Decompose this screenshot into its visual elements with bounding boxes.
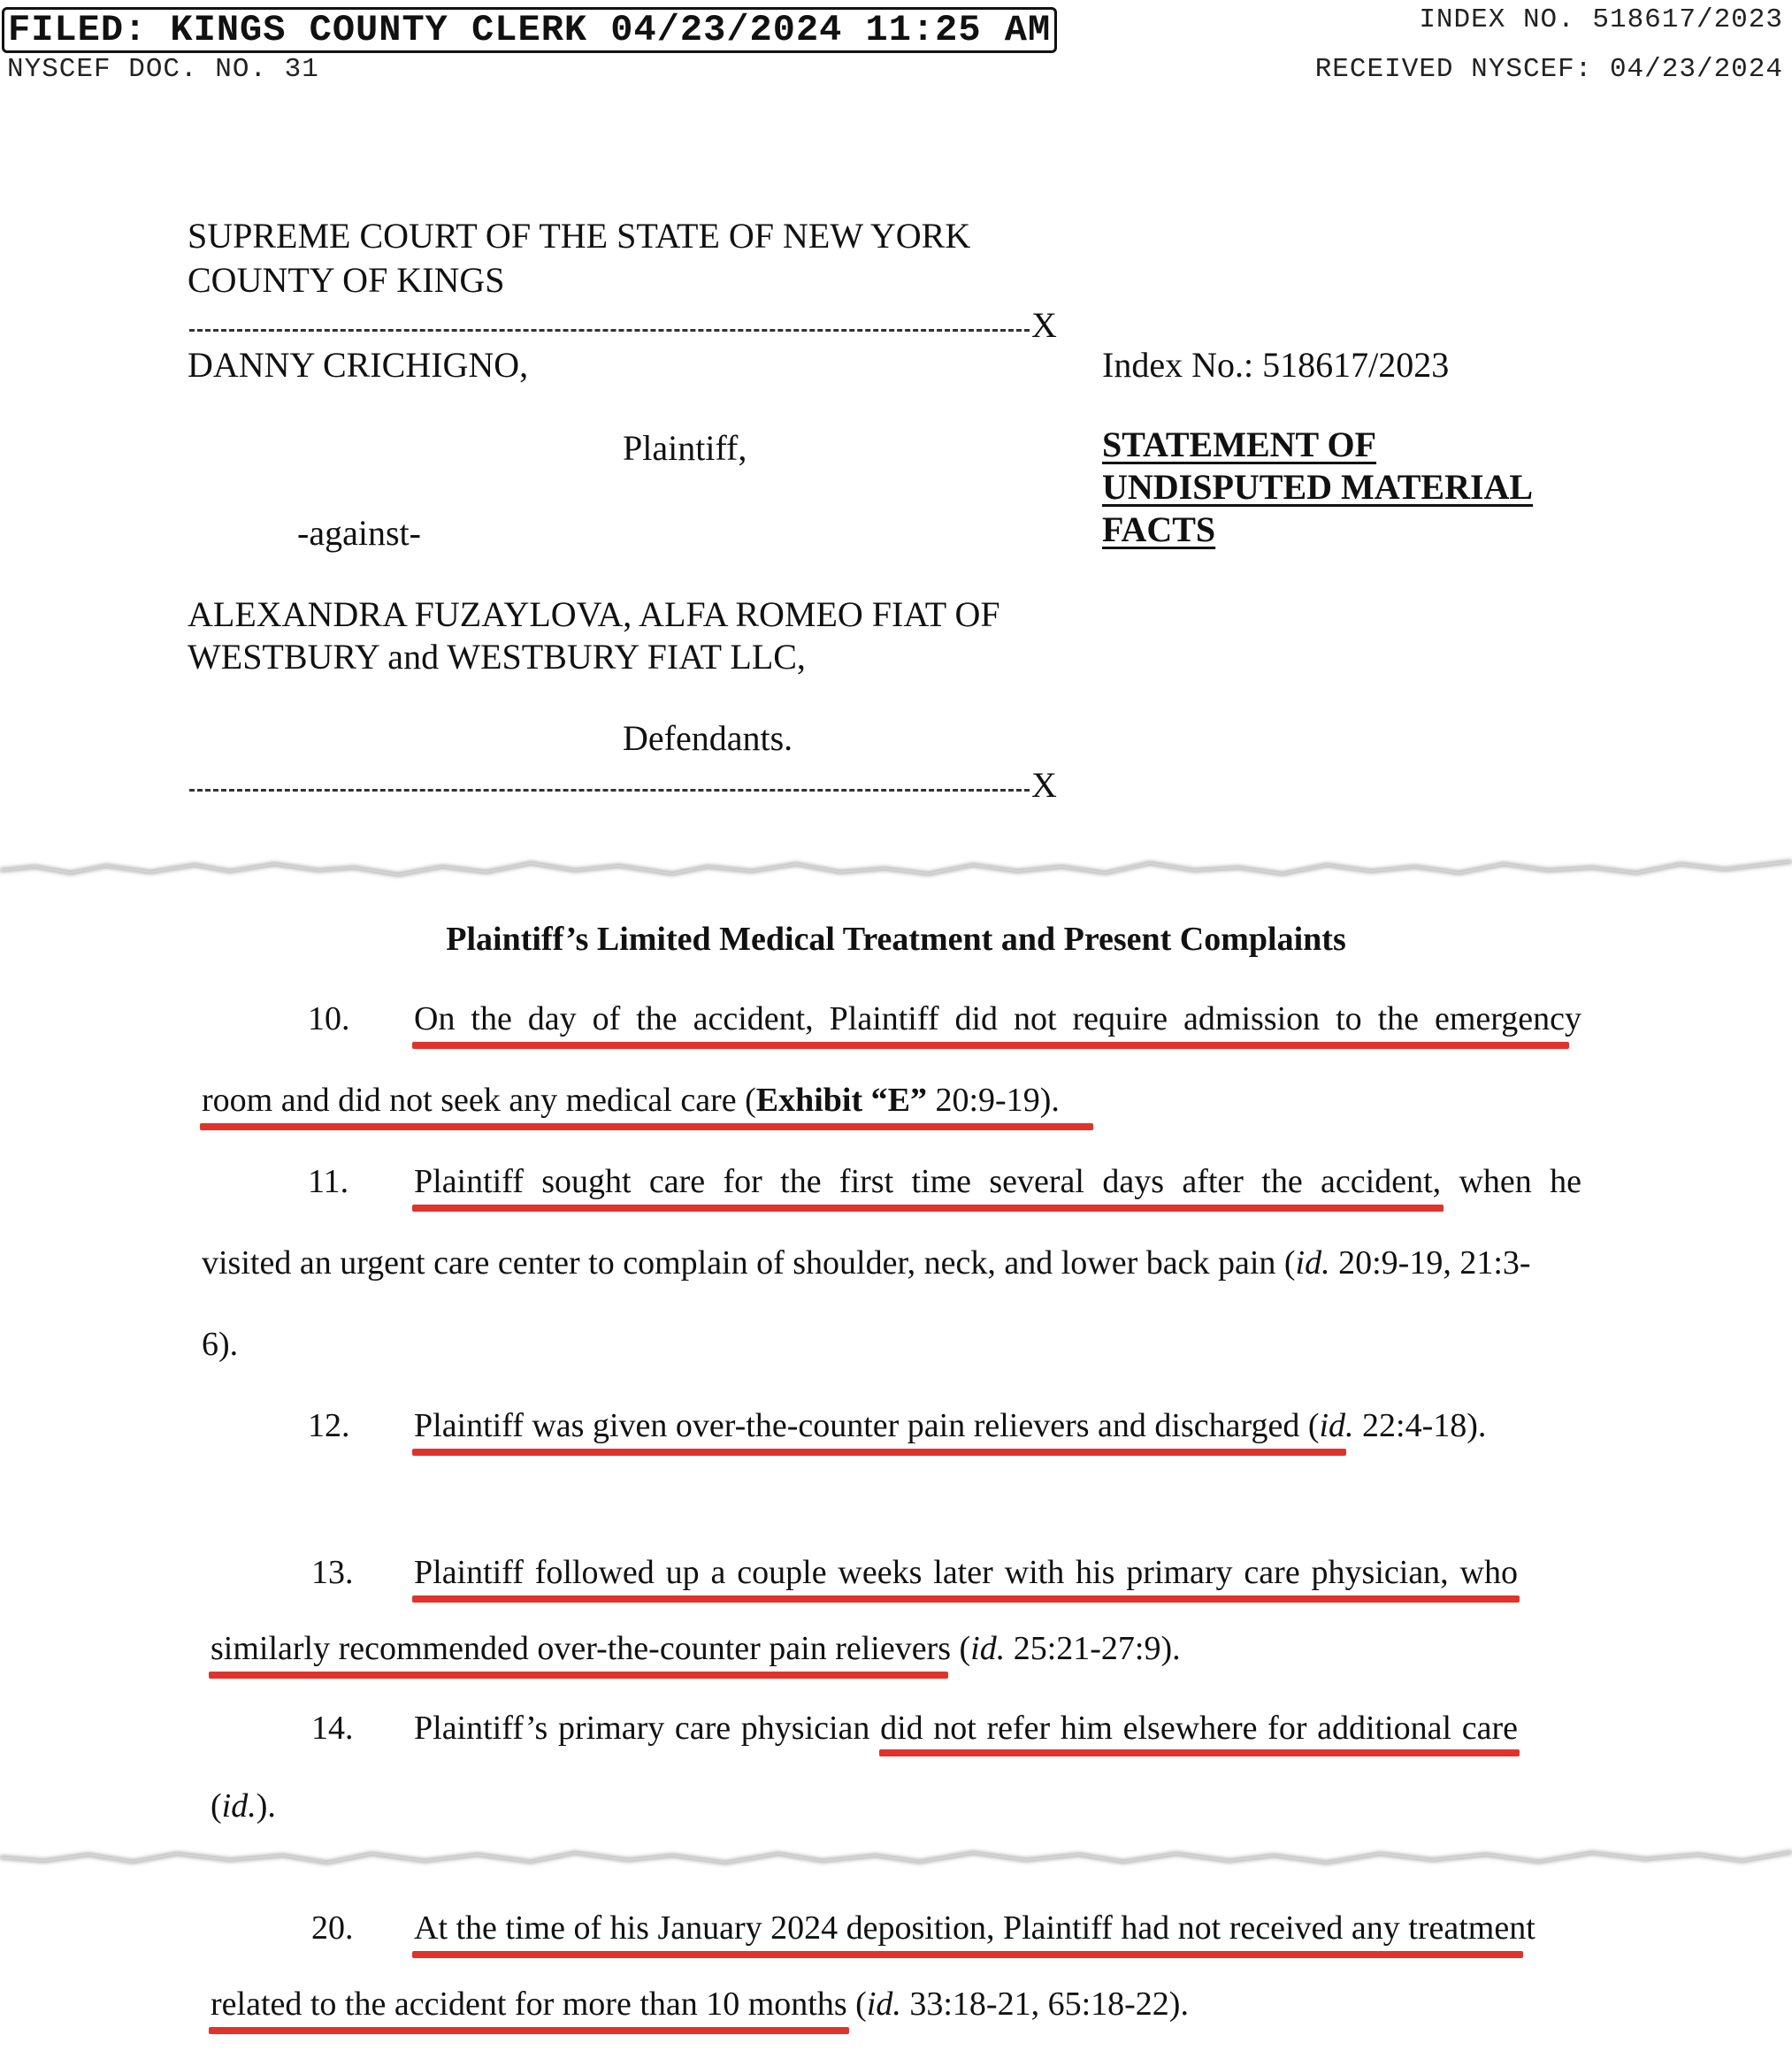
para-20-line1: At the time of his January 2024 deposition, Plaintiff had not received any treatment xyxy=(414,1909,1535,1947)
para-10-number: 10. xyxy=(308,1000,350,1037)
para-14-highlight xyxy=(879,1749,1520,1756)
doc-title-line3: FACTS xyxy=(1102,509,1216,549)
defendants-line1: ALEXANDRA FUZAYLOVA, ALFA ROMEO FIAT OF xyxy=(188,594,1000,634)
para-20-number: 20. xyxy=(311,1909,354,1947)
para-10-highlight-1 xyxy=(412,1042,1569,1049)
para-20-highlight-2 xyxy=(209,2027,849,2034)
para-12-line1: Plaintiff was given over-the-counter pain relievers and discharged (id. 22:4-18). xyxy=(414,1407,1487,1444)
received-date: RECEIVED NYSCEF: 04/23/2024 xyxy=(1314,54,1783,85)
para-13-line2: similarly recommended over-the-counter pain relievers (id. 25:21-27:9). xyxy=(211,1630,1181,1667)
para-11-highlight xyxy=(412,1205,1444,1212)
para-12-number: 12. xyxy=(308,1407,350,1444)
para-12-highlight xyxy=(412,1449,1346,1456)
para-20-line2: related to the accident for more than 10 months (id. 33:18-21, 65:18-22). xyxy=(211,1986,1189,2023)
para-11-line1: Plaintiff sought care for the first time several days after the accident, when he xyxy=(414,1163,1581,1200)
court-name: SUPREME COURT OF THE STATE OF NEW YORK xyxy=(188,216,971,256)
doc-title-line1: STATEMENT OF xyxy=(1102,425,1377,464)
para-11-line3: 6). xyxy=(202,1326,239,1363)
nyscef-doc-no: NYSCEF DOC. NO. 31 xyxy=(7,54,319,85)
torn-edge-divider xyxy=(0,851,1792,886)
para-13-line1: Plaintiff followed up a couple weeks later with his primary care physician, who xyxy=(414,1554,1518,1591)
para-13-number: 13. xyxy=(311,1554,354,1591)
para-10-highlight-2 xyxy=(200,1123,1093,1130)
defendants-line2: WESTBURY and WESTBURY FIAT LLC, xyxy=(188,637,806,677)
defendants-role: Defendants. xyxy=(623,718,793,758)
plaintiff-name: DANNY CRICHIGNO, xyxy=(188,345,529,385)
plaintiff-role: Plaintiff, xyxy=(623,428,747,468)
caption-top-rule xyxy=(189,329,1030,332)
county-name: COUNTY OF KINGS xyxy=(188,260,505,300)
para-10-line2: room and did not seek any medical care (Exhibit “E” 20:9-19). xyxy=(202,1082,1060,1119)
para-10-line1: On the day of the accident, Plaintiff did not require admission to the emergency xyxy=(414,1000,1581,1037)
index-number: Index No.: 518617/2023 xyxy=(1102,345,1450,385)
caption-bottom-x: X xyxy=(1031,765,1057,805)
para-11-number: 11. xyxy=(308,1163,349,1200)
index-no-header: INDEX NO. 518617/2023 xyxy=(1419,4,1783,35)
section-title: Plaintiff’s Limited Medical Treatment and Present Complaints xyxy=(446,921,1346,958)
caption-top-x: X xyxy=(1031,305,1057,345)
para-11-line2: visited an urgent care center to complain of shoulder, neck, and lower back pain (id. 20:9-19, 21:3- xyxy=(202,1244,1531,1282)
filed-stamp: FILED: KINGS COUNTY CLERK 04/23/2024 11:25 AM xyxy=(2,7,1057,53)
caption-bottom-rule xyxy=(189,789,1030,792)
para-14-line2: (id.). xyxy=(211,1787,276,1825)
para-14-number: 14. xyxy=(311,1710,354,1747)
torn-edge-divider xyxy=(0,1840,1792,1875)
para-20-highlight-1 xyxy=(412,1951,1523,1958)
doc-title-line2: UNDISPUTED MATERIAL xyxy=(1102,467,1534,507)
against-label: -against- xyxy=(297,513,421,553)
para-13-highlight-2 xyxy=(209,1672,948,1679)
para-14-line1: Plaintiff’s primary care physician did not refer him elsewhere for additional care xyxy=(414,1710,1518,1747)
para-13-highlight-1 xyxy=(412,1595,1520,1603)
